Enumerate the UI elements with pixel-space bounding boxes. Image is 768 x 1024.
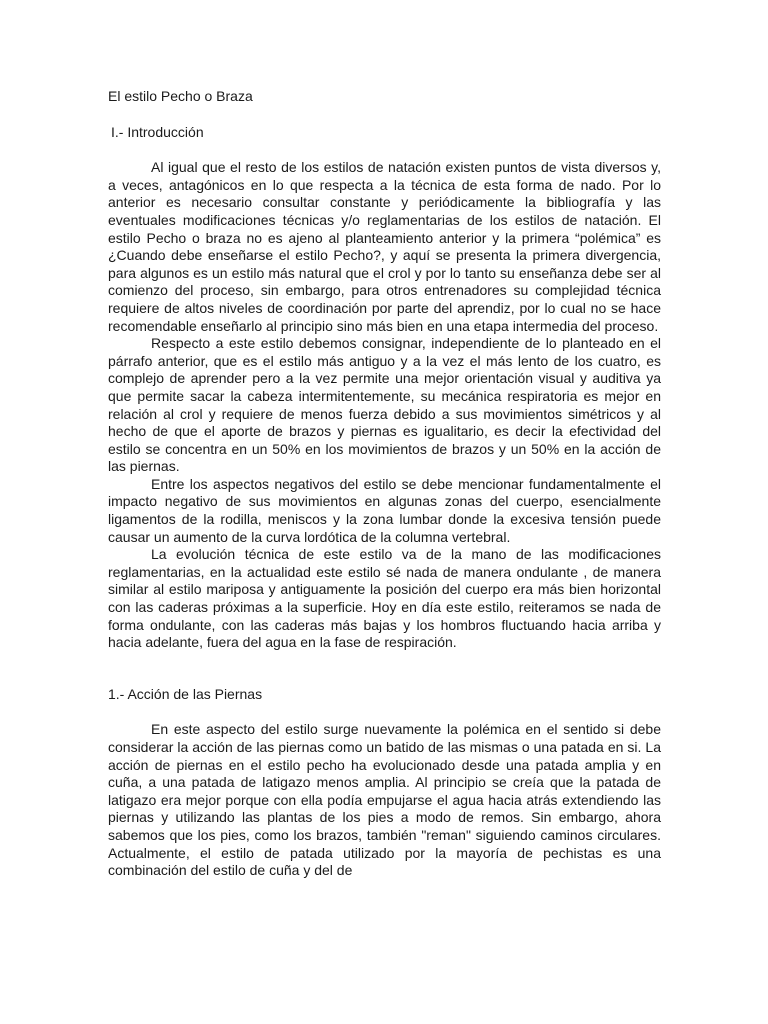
section-heading-introduccion: I.- Introducción	[111, 123, 204, 140]
paragraph: En este aspecto del estilo surge nuevamente la polémica en el sentido si debe considerar la acción de las piernas como un batido de las mismas o una patada en si. La acción de piernas en el estilo pecho ha evolucionado desde una patada amplia y en cuña, a una patada de latigazo menos amplia. Al principio se creía que la patada de latigazo era mejor porque con ella podía empujarse el agua hacia atrás extendiendo las piernas y utilizando las plantas de los pies a modo de remos. Sin embargo, ahora sabemos que los pies, como los brazos, también "reman" siguiendo caminos circulares. Actualmente, el estilo de patada utilizado por la mayoría de pechistas es una combinación del estilo de cuña y del de	[108, 721, 661, 879]
paragraph: Al igual que el resto de los estilos de natación existen puntos de vista diversos y, a veces, antagónicos en lo que respecta a la técnica de esta forma de nado. Por lo anterior es necesario consultar constante y periódicamente la bibliografía y las eventuales modificaciones técnicas y/o reglamentarias de los estilos de natación. El estilo Pecho o braza no es ajeno al planteamiento anterior y la primera “polémica” es ¿Cuando debe enseñarse el estilo Pecho?, y aquí se presenta la primera divergencia, para algunos es un estilo más natural que el crol y por lo tanto su enseñanza debe ser al comienzo del proceso, sin embargo, para otros entrenadores su complejidad técnica requiere de altos niveles de coordinación por parte del aprendiz, por lo cual no se hace recomendable enseñarlo al principio sino más bien en una etapa intermedia del proceso.	[108, 159, 661, 334]
paragraph: Entre los aspectos negativos del estilo se debe mencionar fundamentalmente el impacto negativo de sus movimientos en algunas zonas del cuerpo, esencialmente ligamentos de la rodilla, meniscos y la zona lumbar donde la excesiva tensión puede causar un aumento de la curva lordótica de la columna vertebral.	[108, 475, 661, 545]
paragraph: La evolución técnica de este estilo va de la mano de las modificaciones reglamentarias, en la actualidad este estilo sé nada de manera ondulante , de manera similar al estilo mariposa y antiguamente la posición del cuerpo era más bien horizontal con las caderas próximas a la superficie. Hoy en día este estilo, reiteramos se nada de forma ondulante, con las caderas más bajas y los hombros fluctuando hacia arriba y hacia adelante, fuera del agua en la fase de respiración.	[108, 546, 661, 651]
section-heading-accion-piernas: 1.- Acción de las Piernas	[108, 685, 263, 702]
document-title: El estilo Pecho o Braza	[108, 88, 253, 104]
paragraph: Respecto a este estilo debemos consignar, independiente de lo planteado en el párrafo anterior, que es el estilo más antiguo y a la vez el más lento de los cuatro, es complejo de aprender pero a la vez permite una mejor orientación visual y auditiva ya que permite sacar la cabeza intermitentemente, su mecánica respiratoria es mejor en relación al crol y requiere de menos fuerza debido a sus movimientos simétricos y al hecho de que el aporte de brazos y piernas es igualitario, es decir la efectividad del estilo se concentra en un 50% en los movimientos de brazos y un 50% en la acción de las piernas.	[108, 335, 661, 475]
document-body	[108, 88, 661, 880]
